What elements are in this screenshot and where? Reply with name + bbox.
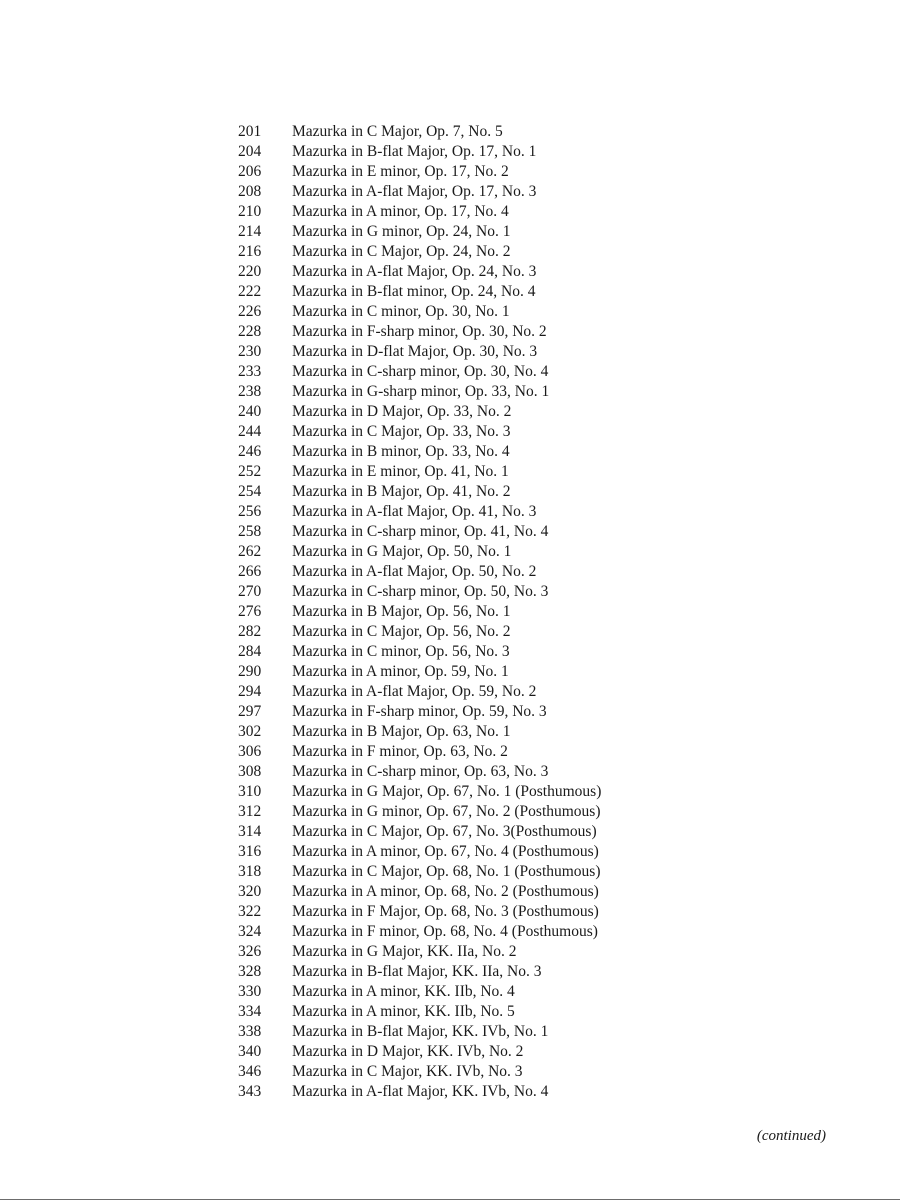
- contents-entry: [238, 442, 601, 462]
- entry-page-number: 320: [238, 883, 262, 900]
- entry-title: Mazurka in B Major, Op. 63, No. 1: [292, 723, 511, 740]
- contents-entry: [238, 482, 601, 502]
- contents-entry: [238, 282, 601, 302]
- entry-page-number: 254: [238, 483, 262, 500]
- entry-page-number: 233: [238, 363, 262, 380]
- entry-title: Mazurka in A minor, Op. 59, No. 1: [292, 663, 509, 680]
- contents-entry: [238, 562, 601, 582]
- entry-page-number: 312: [238, 803, 262, 820]
- contents-entry: [238, 882, 601, 902]
- entry-page-number: 306: [238, 743, 262, 760]
- entry-page-number: 266: [238, 563, 262, 580]
- contents-entry: [238, 862, 601, 882]
- contents-entry: [238, 222, 601, 242]
- contents-entry: [238, 942, 601, 962]
- entry-page-number: 276: [238, 603, 262, 620]
- contents-entry: [238, 642, 601, 662]
- contents-entry: [238, 1002, 601, 1022]
- contents-entry: [238, 1062, 601, 1082]
- entry-title: Mazurka in G minor, Op. 67, No. 2 (Posthumous): [292, 803, 601, 820]
- entry-page-number: 284: [238, 643, 262, 660]
- entry-page-number: 214: [238, 223, 262, 240]
- entry-title: Mazurka in E minor, Op. 41, No. 1: [292, 463, 509, 480]
- continued-note: (continued): [756, 1128, 826, 1144]
- contents-entry: [238, 202, 601, 222]
- entry-title: Mazurka in A-flat Major, Op. 41, No. 3: [292, 503, 537, 520]
- contents-entry: [238, 682, 601, 702]
- contents-entry: [238, 382, 601, 402]
- entry-title: Mazurka in A minor, Op. 17, No. 4: [292, 203, 509, 220]
- contents-entry: [238, 182, 601, 202]
- entry-title: Mazurka in G Major, Op. 67, No. 1 (Posthumous): [292, 783, 602, 800]
- entry-page-number: 262: [238, 543, 262, 560]
- entry-page-number: 318: [238, 863, 262, 880]
- entry-title: Mazurka in C-sharp minor, Op. 41, No. 4: [292, 523, 549, 540]
- contents-entry: [238, 722, 601, 742]
- entry-title: Mazurka in F minor, Op. 68, No. 4 (Posthumous): [292, 923, 598, 940]
- contents-entry: [238, 602, 601, 622]
- entry-title: Mazurka in B-flat Major, KK. IVb, No. 1: [292, 1023, 549, 1040]
- contents-entry: [238, 502, 601, 522]
- entry-title: Mazurka in B Major, Op. 56, No. 1: [292, 603, 511, 620]
- entry-title: Mazurka in C Major, Op. 24, No. 2: [292, 243, 511, 260]
- entry-page-number: 220: [238, 263, 262, 280]
- entry-title: Mazurka in D Major, KK. IVb, No. 2: [292, 1043, 524, 1060]
- entry-page-number: 338: [238, 1023, 262, 1040]
- entry-page-number: 246: [238, 443, 262, 460]
- entry-page-number: 322: [238, 903, 262, 920]
- entry-page-number: 226: [238, 303, 262, 320]
- entry-title: Mazurka in B minor, Op. 33, No. 4: [292, 443, 510, 460]
- entry-page-number: 240: [238, 403, 262, 420]
- entry-page-number: 328: [238, 963, 262, 980]
- entry-title: Mazurka in C Major, Op. 33, No. 3: [292, 423, 511, 440]
- contents-entry: [238, 322, 601, 342]
- contents-entry: [238, 1022, 601, 1042]
- entry-title: Mazurka in B-flat minor, Op. 24, No. 4: [292, 283, 536, 300]
- entry-title: Mazurka in C Major, Op. 56, No. 2: [292, 623, 511, 640]
- contents-entry: [238, 422, 601, 442]
- entry-title: Mazurka in B Major, Op. 41, No. 2: [292, 483, 511, 500]
- entry-title: Mazurka in A-flat Major, Op. 59, No. 2: [292, 683, 537, 700]
- entry-title: Mazurka in C Major, Op. 67, No. 3(Posthumous): [292, 823, 597, 840]
- entry-title: Mazurka in A minor, KK. IIb, No. 5: [292, 1003, 515, 1020]
- entry-title: Mazurka in B-flat Major, Op. 17, No. 1: [292, 143, 537, 160]
- entry-page-number: 334: [238, 1003, 262, 1020]
- entry-page-number: 346: [238, 1063, 262, 1080]
- contents-entry: [238, 582, 601, 602]
- contents-entry: [238, 402, 601, 422]
- entry-title: Mazurka in C-sharp minor, Op. 30, No. 4: [292, 363, 549, 380]
- entry-page-number: 294: [238, 683, 262, 700]
- entry-title: Mazurka in A-flat Major, Op. 50, No. 2: [292, 563, 537, 580]
- entry-page-number: 302: [238, 723, 262, 740]
- entry-page-number: 290: [238, 663, 262, 680]
- entry-page-number: 230: [238, 343, 262, 360]
- entry-page-number: 208: [238, 183, 262, 200]
- entry-page-number: 210: [238, 203, 262, 220]
- contents-entry: [238, 802, 601, 822]
- entry-page-number: 330: [238, 983, 262, 1000]
- entry-page-number: 204: [238, 143, 262, 160]
- contents-entry: [238, 842, 601, 862]
- contents-entry: [238, 922, 601, 942]
- entry-page-number: 238: [238, 383, 262, 400]
- entry-title: Mazurka in A-flat Major, Op. 24, No. 3: [292, 263, 537, 280]
- contents-entry: [238, 702, 601, 722]
- contents-entry: [238, 742, 601, 762]
- entry-page-number: 340: [238, 1043, 262, 1060]
- contents-entry: [238, 142, 601, 162]
- entry-page-number: 216: [238, 243, 262, 260]
- contents-entry: [238, 302, 601, 322]
- contents-entry: [238, 262, 601, 282]
- contents-entry: [238, 762, 601, 782]
- entry-title: Mazurka in C Major, KK. IVb, No. 3: [292, 1063, 523, 1080]
- entry-title: Mazurka in A minor, Op. 67, No. 4 (Posthumous): [292, 843, 599, 860]
- contents-entry: [238, 662, 601, 682]
- entry-page-number: 308: [238, 763, 262, 780]
- contents-entry: [238, 242, 601, 262]
- entry-title: Mazurka in F-sharp minor, Op. 30, No. 2: [292, 323, 547, 340]
- entry-page-number: 252: [238, 463, 262, 480]
- entry-title: Mazurka in G Major, KK. IIa, No. 2: [292, 943, 517, 960]
- entry-title: Mazurka in A minor, KK. IIb, No. 4: [292, 983, 515, 1000]
- entry-title: Mazurka in D Major, Op. 33, No. 2: [292, 403, 512, 420]
- entry-page-number: 297: [238, 703, 262, 720]
- entry-title: Mazurka in C Major, Op. 7, No. 5: [292, 123, 503, 140]
- entry-title: Mazurka in F minor, Op. 63, No. 2: [292, 743, 508, 760]
- entry-page-number: 244: [238, 423, 262, 440]
- contents-entry: [238, 962, 601, 982]
- contents-list: [238, 122, 601, 1102]
- contents-entry: [238, 822, 601, 842]
- contents-entry: [238, 122, 601, 142]
- entry-page-number: 206: [238, 163, 262, 180]
- entry-title: Mazurka in C-sharp minor, Op. 50, No. 3: [292, 583, 549, 600]
- entry-title: Mazurka in G-sharp minor, Op. 33, No. 1: [292, 383, 550, 400]
- entry-title: Mazurka in A-flat Major, Op. 17, No. 3: [292, 183, 537, 200]
- entry-page-number: 324: [238, 923, 262, 940]
- entry-title: Mazurka in C Major, Op. 68, No. 1 (Posthumous): [292, 863, 601, 880]
- entry-page-number: 201: [238, 123, 262, 140]
- contents-entry: [238, 982, 601, 1002]
- entry-title: Mazurka in C minor, Op. 56, No. 3: [292, 643, 510, 660]
- entry-page-number: 222: [238, 283, 262, 300]
- entry-page-number: 310: [238, 783, 262, 800]
- entry-title: Mazurka in C minor, Op. 30, No. 1: [292, 303, 510, 320]
- entry-title: Mazurka in B-flat Major, KK. IIa, No. 3: [292, 963, 542, 980]
- contents-entry: [238, 542, 601, 562]
- entry-title: Mazurka in G Major, Op. 50, No. 1: [292, 543, 512, 560]
- entry-page-number: 282: [238, 623, 262, 640]
- entry-page-number: 316: [238, 843, 262, 860]
- contents-entry: [238, 162, 601, 182]
- contents-entry: [238, 782, 601, 802]
- contents-entry: [238, 522, 601, 542]
- entry-title: Mazurka in F-sharp minor, Op. 59, No. 3: [292, 703, 547, 720]
- entry-title: Mazurka in C-sharp minor, Op. 63, No. 3: [292, 763, 549, 780]
- contents-entry: [238, 622, 601, 642]
- contents-entry: [238, 462, 601, 482]
- contents-entry: [238, 362, 601, 382]
- entry-page-number: 258: [238, 523, 262, 540]
- entry-title: Mazurka in A-flat Major, KK. IVb, No. 4: [292, 1083, 549, 1100]
- contents-entry: [238, 902, 601, 922]
- entry-page-number: 228: [238, 323, 262, 340]
- contents-entry: [238, 342, 601, 362]
- entry-title: Mazurka in A minor, Op. 68, No. 2 (Posthumous): [292, 883, 599, 900]
- contents-entry: [238, 1042, 601, 1062]
- entry-page-number: 270: [238, 583, 262, 600]
- entry-title: Mazurka in G minor, Op. 24, No. 1: [292, 223, 511, 240]
- entry-title: Mazurka in F Major, Op. 68, No. 3 (Posthumous): [292, 903, 599, 920]
- entry-page-number: 256: [238, 503, 262, 520]
- entry-page-number: 314: [238, 823, 262, 840]
- contents-entry: [238, 1082, 601, 1102]
- entry-title: Mazurka in D-flat Major, Op. 30, No. 3: [292, 343, 538, 360]
- entry-page-number: 326: [238, 943, 262, 960]
- entry-title: Mazurka in E minor, Op. 17, No. 2: [292, 163, 509, 180]
- entry-page-number: 343: [238, 1083, 262, 1100]
